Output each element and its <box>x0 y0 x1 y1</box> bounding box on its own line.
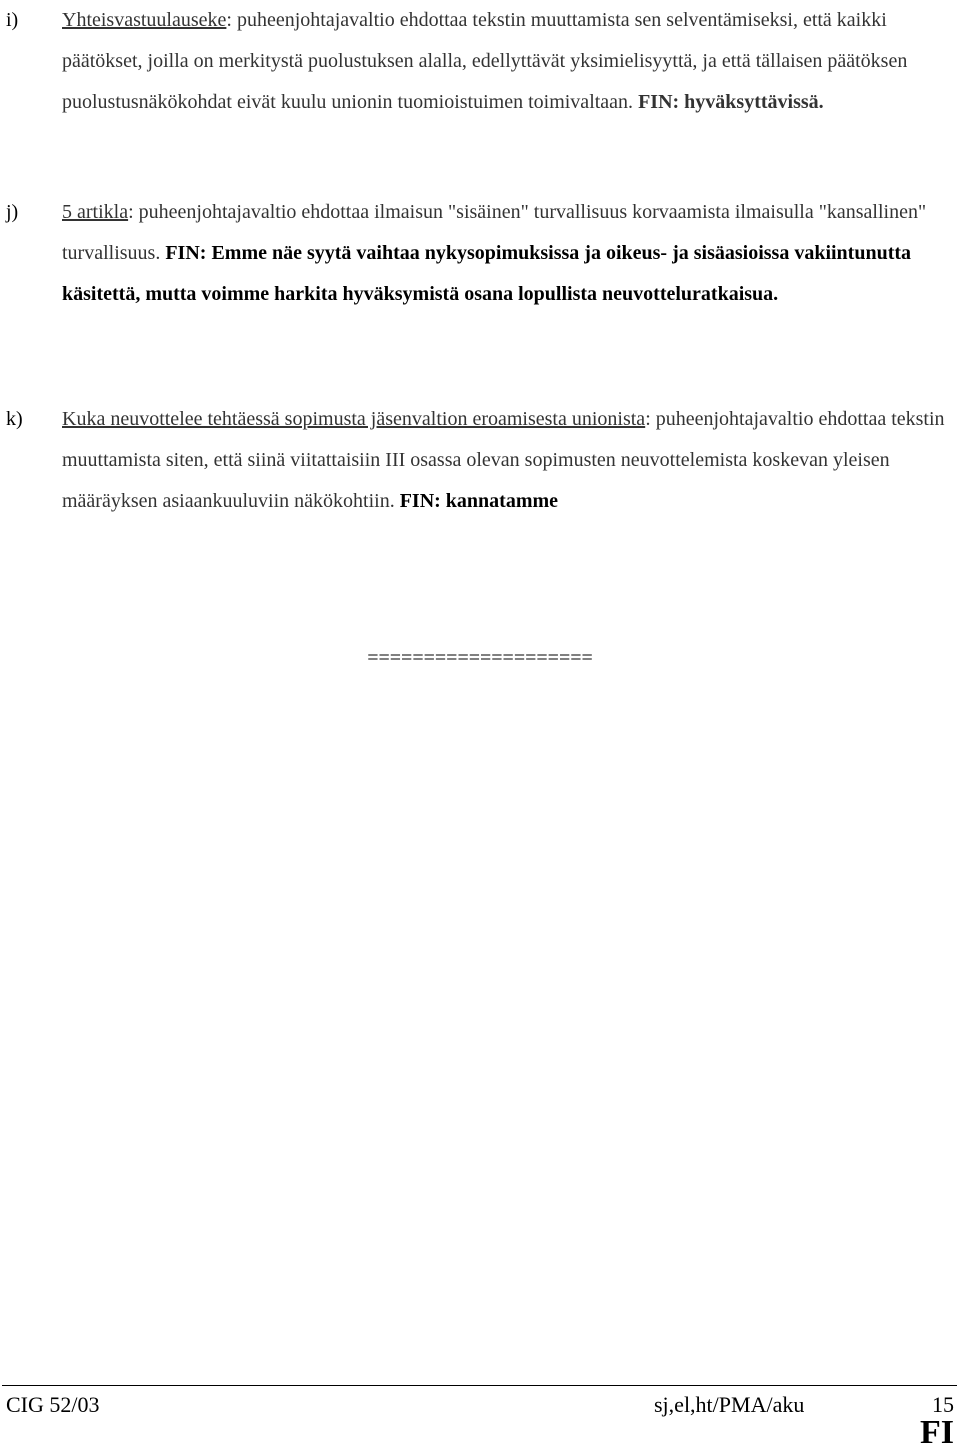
item-body: : puheenjohtajavaltio ehdottaa ilmaisun "sisäinen" turvallisuus korvaamista ilmaisulla "kansallinen" turvallisuus. <box>62 201 927 264</box>
page-number: 15 <box>932 1392 954 1417</box>
footer-divider <box>2 1385 957 1386</box>
language-code: FI <box>920 1414 954 1451</box>
item-heading: Kuka neuvottelee tehtäessä sopimusta jäsenvaltion eroamisesta unionista <box>62 408 646 430</box>
item-heading: 5 artikla <box>62 201 129 223</box>
fin-position: FIN: Emme näe syytä vaihtaa nykysopimuksissa ja oikeus- ja sisäasioissa vakiintunutta käsitettä, mutta voimme harkita hyväksymistä osana lopullista neuvotteluratkaisua. <box>62 242 912 305</box>
doc-reference: CIG 52/03 <box>6 1392 100 1417</box>
author-initials: sj,el,ht/PMA/aku <box>654 1392 805 1417</box>
item-text <box>62 192 957 315</box>
item-text <box>62 399 957 522</box>
fin-position: FIN: kannatamme <box>399 490 559 512</box>
fin-position: FIN: hyväksyttävissä. <box>638 91 824 113</box>
item-heading: Yhteisvastuulauseke <box>62 9 227 31</box>
item-body: : puheenjohtajavaltio ehdottaa tekstin muuttamista siten, että siinä viitattaisiin III osassa olevan sopimusten neuvottelemista koskevan yleisen määräyksen asiaankuuluviin näkökohtiin. <box>62 408 945 512</box>
item-body: : puheenjohtajavaltio ehdottaa tekstin muuttamista sen selventämiseksi, että kaikki päätökset, joilla on merkitystä puolustuksen alalla, edellyttävät yksimielisyyttä, ja että tällaisen päätöksen puolustusnäkökohdat eivät kuulu unionin tuomioistuimen toimivaltaan. <box>62 9 908 113</box>
item-label: j) <box>6 201 19 223</box>
end-separator: ==================== <box>367 647 593 669</box>
item-text <box>62 0 957 123</box>
item-label: i) <box>6 9 19 31</box>
item-label: k) <box>6 408 23 430</box>
